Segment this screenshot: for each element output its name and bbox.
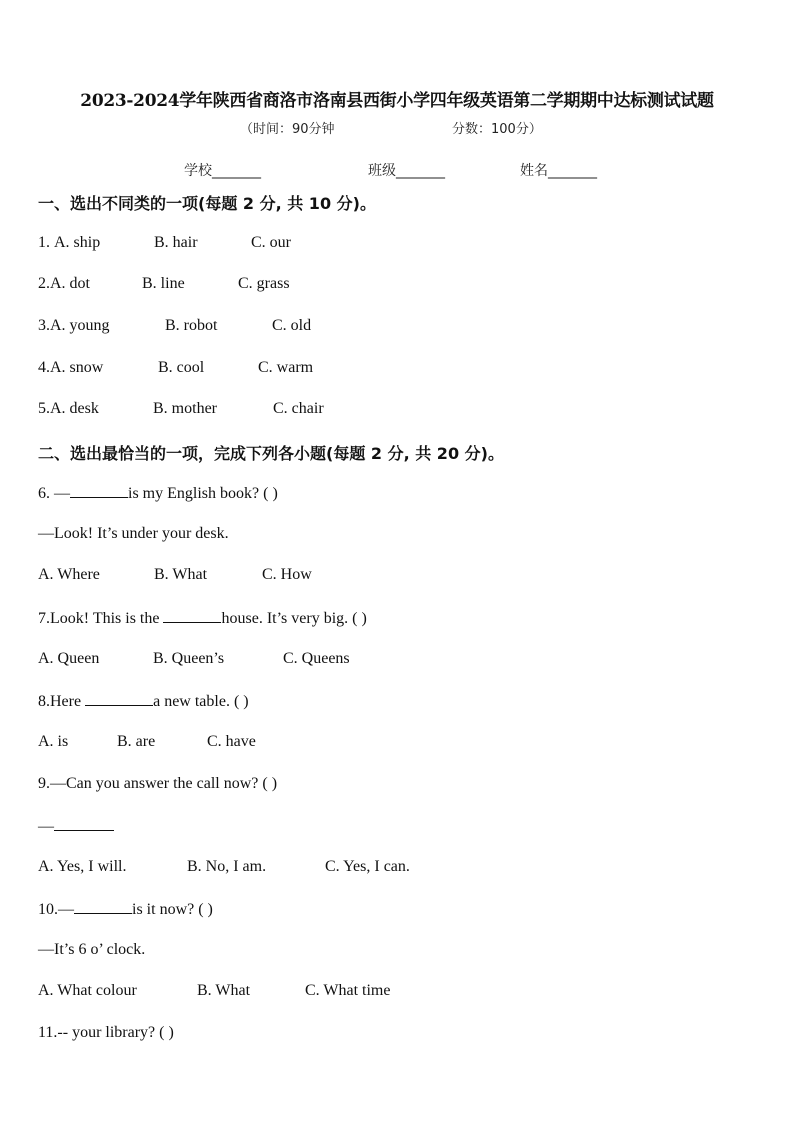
exam-title: 2023-2024学年陕西省商洛市洛南县西街小学四年级英语第二学期期中达标测试试题	[80, 91, 714, 111]
q2-option-a: A. dot	[50, 275, 90, 292]
q8-option-b: B. are	[117, 733, 156, 750]
q9-options	[38, 858, 410, 876]
q5-option-b: B. mother	[153, 400, 217, 417]
q8-option-c: C. have	[207, 733, 256, 750]
name-field: 姓名_______	[520, 163, 597, 179]
q10-option-a: A. What colour	[38, 982, 137, 999]
q8-post: a new table. ( )	[153, 693, 249, 710]
exam-time: （时间：90分钟	[240, 122, 335, 137]
q9-option-c: C. Yes, I can.	[325, 858, 410, 875]
q9-reply	[38, 816, 114, 836]
q1-number: 1.	[38, 234, 54, 251]
q1-option-b: B. hair	[154, 234, 198, 251]
section2-title: 二、选出最恰当的一项，完成下列各小题(每题 2 分, 共 20 分)。	[38, 444, 504, 463]
q2-number: 2.	[38, 275, 50, 292]
q7-option-a: A. Queen	[38, 650, 100, 667]
q9-stem: 9.—Can you answer the call now? ( )	[38, 775, 278, 792]
q6-blank	[70, 483, 128, 498]
q10-post: is it now? ( )	[132, 901, 213, 918]
q5-number: 5.	[38, 400, 50, 417]
q4-option-b: B. cool	[158, 359, 205, 376]
school-field: 学校_______	[184, 163, 261, 179]
q6-options	[38, 566, 312, 584]
q2-option-c: C. grass	[238, 275, 290, 292]
section1-title: 一、选出不同类的一项(每题 2 分, 共 10 分)。	[38, 194, 376, 213]
q10-blank	[74, 899, 132, 914]
q1-option-a: A. ship	[54, 234, 101, 251]
q6-option-b: B. What	[154, 566, 208, 583]
q11-stem: 11.-- your library? ( )	[38, 1024, 174, 1041]
q8-blank	[85, 691, 153, 706]
q9-blank	[54, 816, 114, 831]
q3-line	[38, 317, 312, 335]
q5-option-a: A. desk	[50, 400, 99, 417]
q3-option-b: B. robot	[165, 317, 218, 334]
q8-option-a: A. is	[38, 733, 69, 750]
q8-stem	[38, 691, 249, 711]
q10-pre: 10.—	[38, 901, 74, 918]
exam-score: 分数：100分）	[452, 122, 542, 137]
q7-pre: 7.Look! This is the	[38, 610, 164, 627]
class-field: 班级_______	[368, 163, 445, 179]
q6-reply: —Look! It’s under your desk.	[38, 525, 229, 542]
q7-options	[38, 650, 350, 668]
q10-stem	[38, 899, 213, 919]
q10-option-b: B. What	[197, 982, 251, 999]
q7-option-b: B. Queen’s	[153, 650, 225, 667]
q8-options	[38, 733, 256, 751]
q5-option-c: C. chair	[273, 400, 324, 417]
q1-line	[38, 234, 291, 252]
q6-option-a: A. Where	[38, 566, 100, 583]
q3-option-a: A. young	[50, 317, 110, 334]
q7-stem	[38, 608, 367, 628]
q7-post: house. It’s very big. ( )	[221, 610, 367, 627]
q9-option-a: A. Yes, I will.	[38, 858, 127, 875]
q6-option-c: C. How	[262, 566, 312, 583]
q3-number: 3.	[38, 317, 50, 334]
q3-option-c: C. old	[272, 317, 312, 334]
q10-options	[38, 982, 391, 1000]
q4-line	[38, 359, 314, 377]
q10-reply: —It’s 6 o’ clock.	[38, 941, 146, 958]
q7-blank	[163, 608, 221, 623]
q4-option-a: A. snow	[50, 359, 104, 376]
q6-stem	[38, 483, 278, 503]
q2-option-b: B. line	[142, 275, 185, 292]
q2-line	[38, 275, 290, 293]
q6-pre: 6. —	[38, 485, 70, 502]
q1-option-c: C. our	[251, 234, 291, 251]
q7-option-c: C. Queens	[283, 650, 350, 667]
q9-option-b: B. No, I am.	[187, 858, 267, 875]
q4-number: 4.	[38, 359, 50, 376]
q10-option-c: C. What time	[305, 982, 391, 999]
q5-line	[38, 400, 324, 418]
q4-option-c: C. warm	[258, 359, 314, 376]
q6-post: is my English book? ( )	[128, 485, 278, 502]
q8-pre: 8.Here	[38, 693, 86, 710]
q9-reply-dash: —	[38, 818, 54, 835]
